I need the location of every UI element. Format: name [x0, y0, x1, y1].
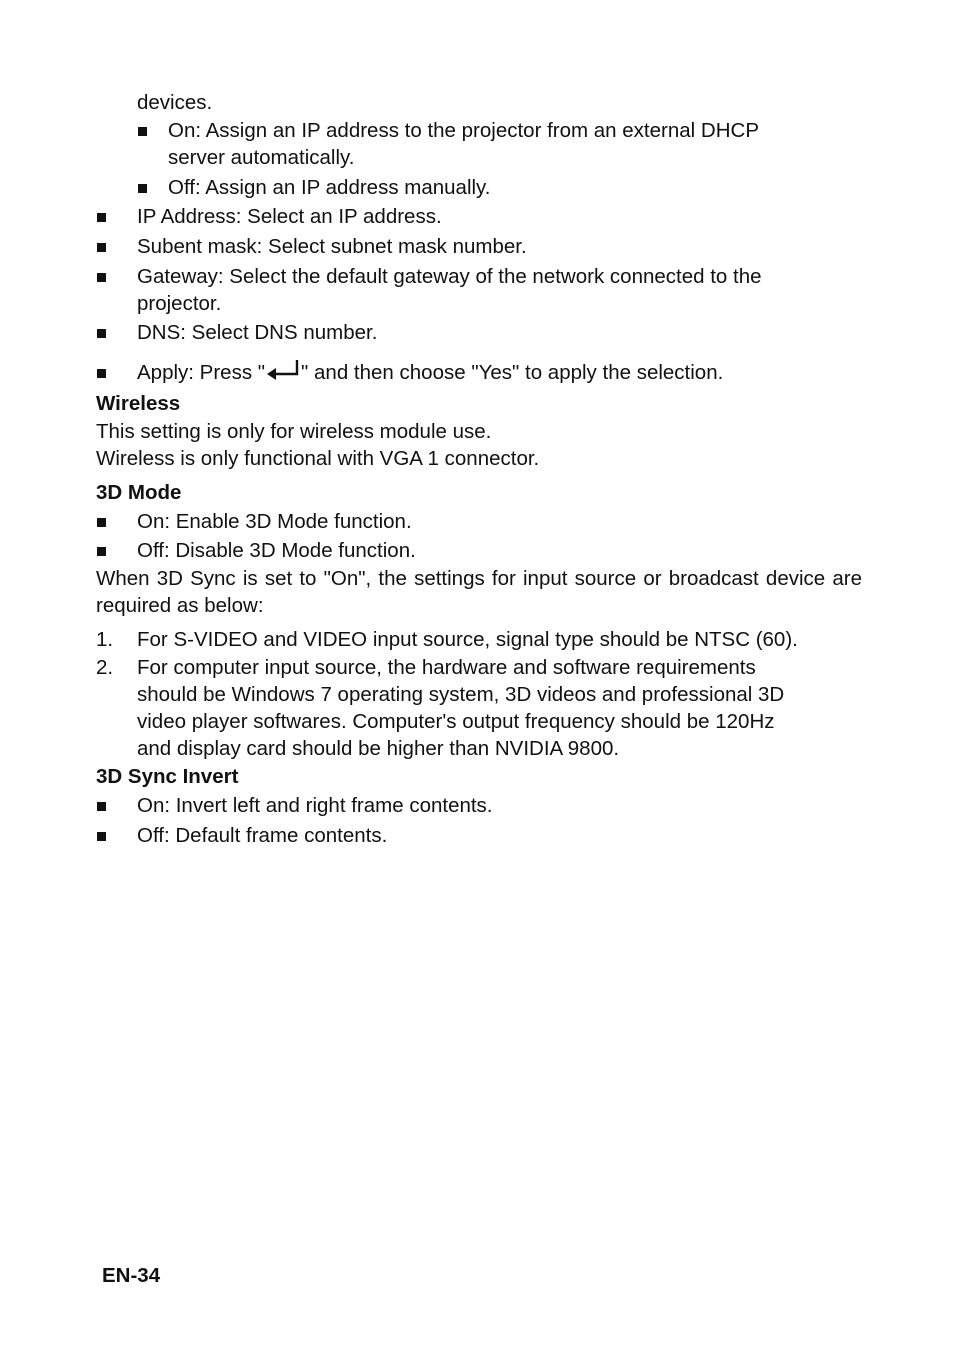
square-bullet-icon: [97, 273, 106, 282]
3d-mode-on-text: On: Enable 3D Mode function.: [137, 510, 412, 533]
list-number: 1.: [96, 628, 114, 651]
3d-mode-heading: 3D Mode: [96, 481, 182, 504]
dhcp-description-tail: devices.: [137, 91, 213, 114]
apply-text-after: " and then choose "Yes" to apply the selection.: [301, 361, 724, 384]
ip-address-text: IP Address: Select an IP address.: [137, 205, 442, 228]
list-item-text: and display card should be higher than NVIDIA 9800.: [137, 737, 620, 760]
square-bullet-icon: [97, 547, 106, 556]
list-item-text: should be Windows 7 operating system, 3D videos and professional 3D: [137, 683, 785, 706]
wireless-heading: Wireless: [96, 392, 181, 415]
3d-mode-off-text: Off: Disable 3D Mode function.: [137, 539, 416, 562]
dhcp-on-text-cont: server automatically.: [168, 146, 355, 169]
3d-sync-note: When 3D Sync is set to "On", the settings for input source or broadcast device are required as below:: [96, 567, 862, 617]
square-bullet-icon: [97, 518, 106, 527]
apply-text: [137, 359, 723, 388]
wireless-line-1: This setting is only for wireless module use.: [96, 420, 492, 443]
list-item-text: For S-VIDEO and VIDEO input source, signal type should be NTSC (60).: [137, 628, 798, 651]
gateway-text-cont: projector.: [137, 292, 222, 315]
dhcp-off-text: Off: Assign an IP address manually.: [168, 176, 491, 199]
square-bullet-icon: [97, 243, 106, 252]
gateway-text: Gateway: Select the default gateway of the network connected to the: [137, 265, 762, 288]
square-bullet-icon: [97, 329, 106, 338]
square-bullet-icon: [97, 369, 106, 378]
square-bullet-icon: [97, 802, 106, 811]
wireless-line-2: Wireless is only functional with VGA 1 connector.: [96, 447, 540, 470]
list-item-text: video player softwares. Computer's output frequency should be 120Hz: [137, 710, 775, 733]
subnet-mask-text: Subent mask: Select subnet mask number.: [137, 235, 527, 258]
sync-invert-on-text: On: Invert left and right frame contents.: [137, 794, 493, 817]
square-bullet-icon: [138, 184, 147, 193]
apply-text-before: Apply: Press ": [137, 361, 266, 384]
page-number: EN-34: [102, 1264, 161, 1287]
square-bullet-icon: [97, 832, 106, 841]
sync-invert-off-text: Off: Default frame contents.: [137, 824, 388, 847]
dns-text: DNS: Select DNS number.: [137, 321, 378, 344]
list-number: 2.: [96, 656, 114, 679]
enter-key-icon: [266, 359, 300, 388]
square-bullet-icon: [138, 127, 147, 136]
list-item-text: For computer input source, the hardware and software requirements: [137, 656, 756, 679]
dhcp-on-text: On: Assign an IP address to the projector from an external DHCP: [168, 119, 759, 142]
3d-sync-invert-heading: 3D Sync Invert: [96, 765, 239, 788]
square-bullet-icon: [97, 213, 106, 222]
